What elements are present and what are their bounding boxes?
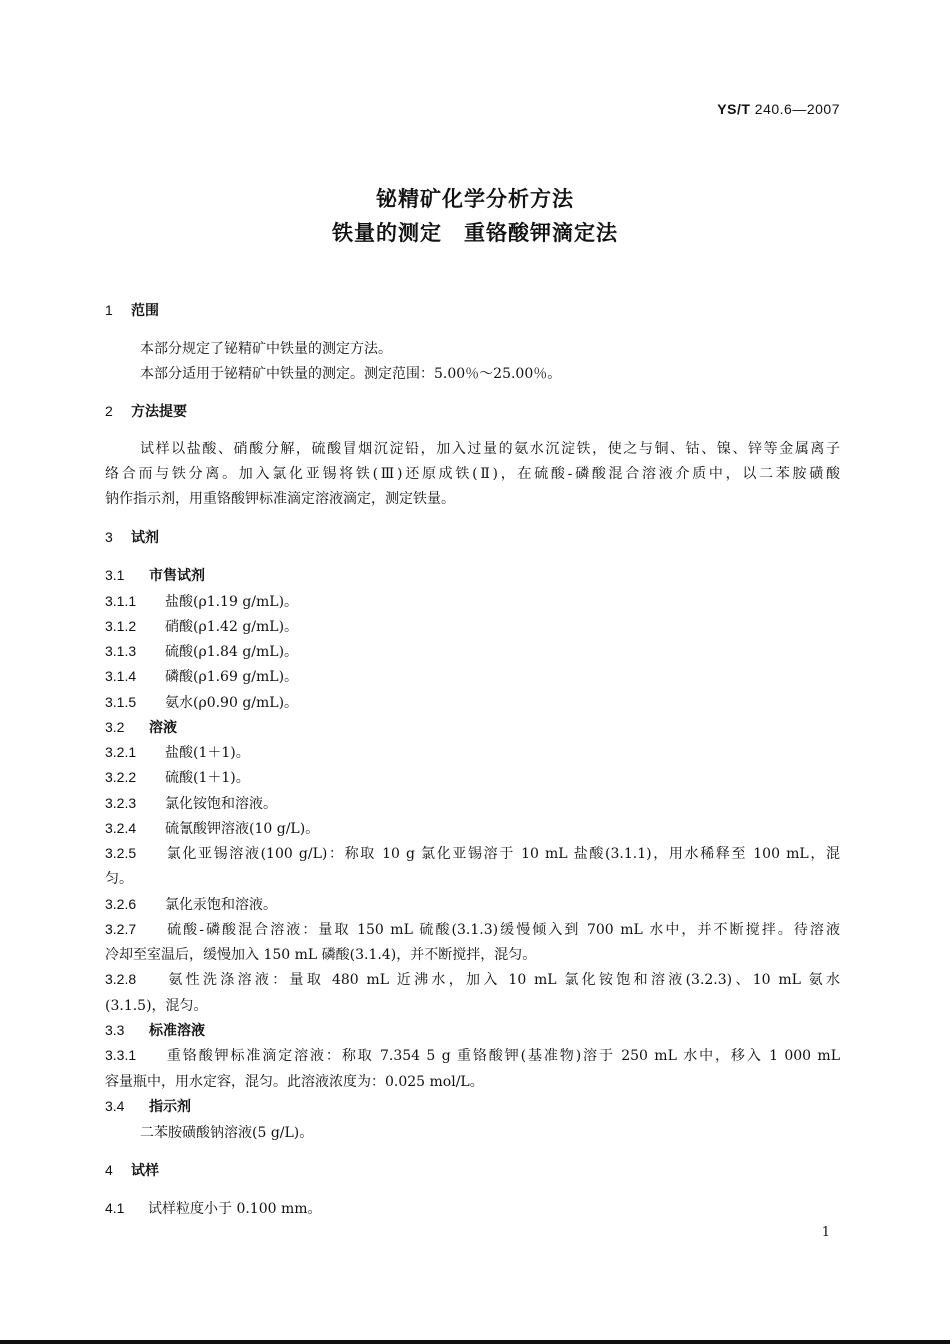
list-item-continuation: 容量瓶中，用水定容，混匀。此溶液浓度为：0.025 mol/L。	[105, 1074, 484, 1090]
standard-code: YS/T 240.6—2007	[717, 101, 840, 117]
list-item: 3.3.1 重铬酸钾标准滴定溶液：称取 7.354 5 g 重铬酸钾(基准物)溶于 250 mL 水中，移入 1 000 mL	[105, 1047, 840, 1064]
section-heading-3: 3 试剂	[105, 529, 159, 546]
subsection-heading-3-4: 3.4 指示剂	[105, 1098, 191, 1115]
list-item: 3.2.8 氨性洗涤溶液：量取 480 mL 近沸水，加入 10 mL 氯化铵饱和溶液(3.2.3)、10 mL 氨水	[105, 971, 840, 988]
list-item: 3.1.1 盐酸(ρ1.19 g/mL)。	[105, 593, 299, 610]
list-item: 3.2.7 硫酸-磷酸混合溶液：量取 150 mL 硫酸(3.1.3)缓慢倾入到 700 mL 水中，并不断搅拌。待溶液	[105, 921, 840, 938]
list-item: 3.2.3 氯化铵饱和溶液。	[105, 795, 277, 812]
list-item-continuation: 匀。	[105, 871, 133, 887]
subsection-heading-3-1: 3.1 市售试剂	[105, 567, 205, 584]
list-item: 3.1.5 氨水(ρ0.90 g/mL)。	[105, 694, 299, 711]
list-item: 3.2.6 氯化汞饱和溶液。	[105, 896, 277, 913]
list-item: 3.1.4 磷酸(ρ1.69 g/mL)。	[105, 668, 299, 685]
doc-title-line1: 铋精矿化学分析方法	[376, 187, 574, 211]
list-item: 3.1.2 硝酸(ρ1.42 g/mL)。	[105, 618, 299, 635]
section-heading-2: 2 方法提要	[105, 403, 187, 420]
doc-title-line2: 铁量的测定 重铬酸钾滴定法	[332, 221, 618, 245]
list-item: 3.2.2 硫酸(1＋1)。	[105, 769, 250, 786]
list-item-continuation: 冷却至室温后，缓慢加入 150 mL 磷酸(3.1.4)，并不断搅拌，混匀。	[105, 947, 537, 963]
paragraph-line: 钠作指示剂，用重铬酸钾标准滴定溶液滴定，测定铁量。	[105, 491, 455, 507]
paragraph: 本部分适用于铋精矿中铁量的测定。测定范围：5.00％～25.00％。	[140, 366, 562, 382]
paragraph: 本部分规定了铋精矿中铁量的测定方法。	[140, 341, 392, 357]
paragraph-line: 络合而与铁分离。加入氯化亚锡将铁(Ⅲ)还原成铁(Ⅱ)，在硫酸-磷酸混合溶液介质中，以二苯胺磺酸	[105, 466, 840, 482]
subsection-heading-3-2: 3.2 溶液	[105, 719, 177, 736]
list-item-continuation: (3.1.5)，混匀。	[105, 998, 208, 1014]
list-item: 3.1.3 硫酸(ρ1.84 g/mL)。	[105, 643, 299, 660]
paragraph-line: 试样以盐酸、硝酸分解，硫酸冒烟沉淀铅，加入过量的氨水沉淀铁，使之与铜、钴、镍、锌等金属离子	[140, 441, 840, 457]
section-heading-1: 1 范围	[105, 302, 159, 319]
section-heading-4: 4 试样	[105, 1162, 159, 1179]
list-item: 3.2.4 硫氰酸钾溶液(10 g/L)。	[105, 820, 320, 837]
list-item: 3.2.1 盐酸(1＋1)。	[105, 744, 250, 761]
page-number: 1	[821, 1225, 830, 1240]
subsection-heading-3-3: 3.3 标准溶液	[105, 1022, 205, 1039]
paragraph: 二苯胺磺酸钠溶液(5 g/L)。	[140, 1125, 314, 1141]
page-bottom-border	[0, 1340, 950, 1344]
list-item: 3.2.5 氯化亚锡溶液(100 g/L)：称取 10 g 氯化亚锡溶于 10 mL 盐酸(3.1.1)，用水稀释至 100 mL，混	[105, 845, 840, 862]
list-item: 4.1 试样粒度小于 0.100 mm。	[105, 1200, 322, 1217]
